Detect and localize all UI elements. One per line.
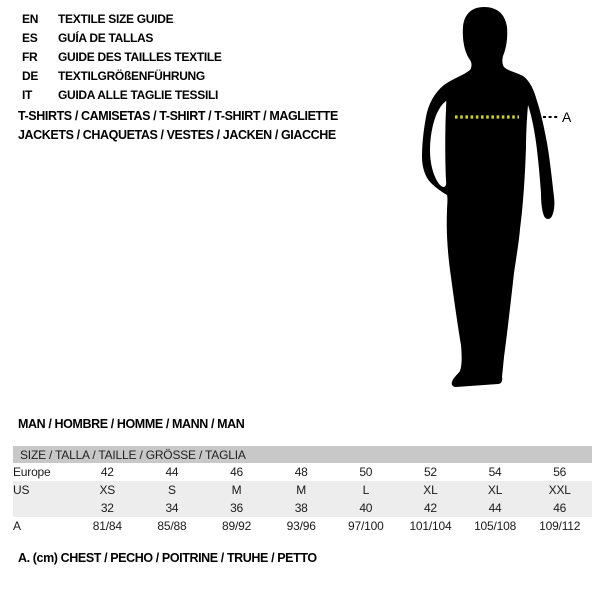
language-title: GUIDA ALLE TAGLIE TESSILI bbox=[58, 87, 219, 102]
row-label: A bbox=[13, 519, 21, 533]
table-cell: 93/96 bbox=[286, 519, 316, 533]
size-table-header: SIZE / TALLA / TAILLE / GRÖSSE / TAGLIA bbox=[13, 446, 592, 463]
language-title: GUIDE DES TAILLES TEXTILE bbox=[58, 49, 222, 64]
table-cell: 105/108 bbox=[474, 519, 517, 533]
table-cell: 101/104 bbox=[409, 519, 452, 533]
language-code: IT bbox=[22, 87, 33, 102]
table-cell: 42 bbox=[100, 465, 114, 479]
table-cell: XL bbox=[423, 483, 438, 497]
row-label: Europe bbox=[13, 465, 51, 479]
language-row-es bbox=[22, 28, 222, 47]
table-cell: 54 bbox=[488, 465, 502, 479]
section-title-man: MAN / HOMBRE / HOMME / MANN / MAN bbox=[18, 417, 245, 431]
language-row-it bbox=[22, 85, 222, 104]
table-cell: 81/84 bbox=[92, 519, 122, 533]
table-cell: 38 bbox=[294, 501, 308, 515]
table-cell: 109/112 bbox=[539, 519, 581, 533]
measurement-footnote: A. (cm) CHEST / PECHO / POITRINE / TRUHE / PETTO bbox=[18, 551, 317, 565]
table-cell: S bbox=[168, 483, 176, 497]
table-cell: 48 bbox=[294, 465, 308, 479]
language-code: EN bbox=[22, 11, 39, 26]
table-cell: XXL bbox=[548, 483, 571, 497]
table-cell: 46 bbox=[230, 465, 244, 479]
table-row-us bbox=[13, 481, 592, 499]
man-silhouette-figure bbox=[420, 5, 590, 400]
table-cell: 42 bbox=[423, 501, 437, 515]
table-cell: L bbox=[362, 483, 370, 497]
table-cell: 85/88 bbox=[157, 519, 187, 533]
language-title: TEXTILE SIZE GUIDE bbox=[58, 11, 174, 26]
table-cell: 97/100 bbox=[348, 519, 384, 533]
garment-categories bbox=[18, 107, 338, 145]
table-cell: 44 bbox=[488, 501, 502, 515]
table-cell: XL bbox=[487, 483, 503, 497]
table-row-europe bbox=[13, 463, 592, 481]
measure-label-a: A bbox=[562, 109, 572, 125]
table-cell: 50 bbox=[359, 465, 373, 479]
category-jackets: JACKETS / CHAQUETAS / VESTES / JACKEN / GIACCHE bbox=[18, 128, 336, 142]
table-row-us-numeric bbox=[13, 499, 592, 517]
table-cell: 44 bbox=[165, 465, 179, 479]
size-table-header-row bbox=[13, 446, 592, 463]
table-cell: 56 bbox=[553, 465, 567, 479]
size-table-container bbox=[13, 446, 592, 535]
language-code: ES bbox=[22, 30, 38, 45]
row-label bbox=[13, 499, 75, 517]
table-row-chest-cm bbox=[13, 517, 592, 535]
table-cell: 46 bbox=[553, 501, 567, 515]
size-table bbox=[13, 446, 592, 535]
language-row-en bbox=[22, 9, 222, 28]
table-cell: M bbox=[296, 483, 307, 497]
category-tshirts: T-SHIRTS / CAMISETAS / T-SHIRT / T-SHIRT / MAGLIETTE bbox=[18, 109, 338, 123]
table-cell: 89/92 bbox=[222, 519, 252, 533]
language-code: FR bbox=[22, 49, 38, 64]
table-cell: XS bbox=[99, 483, 116, 497]
table-cell: 34 bbox=[165, 501, 179, 515]
table-cell: 52 bbox=[423, 465, 437, 479]
row-label: US bbox=[13, 483, 30, 497]
table-cell: 40 bbox=[359, 501, 373, 515]
language-code: DE bbox=[22, 68, 39, 83]
language-row-de bbox=[22, 66, 222, 85]
man-silhouette bbox=[422, 7, 554, 387]
language-title: GUÍA DE TALLAS bbox=[58, 30, 154, 45]
table-cell: 32 bbox=[100, 501, 114, 515]
language-row-fr bbox=[22, 47, 222, 66]
table-cell: 36 bbox=[230, 501, 244, 515]
language-title: TEXTILGRÖßENFÜHRUNG bbox=[58, 68, 205, 83]
language-list bbox=[22, 9, 222, 104]
table-cell: M bbox=[231, 483, 242, 497]
